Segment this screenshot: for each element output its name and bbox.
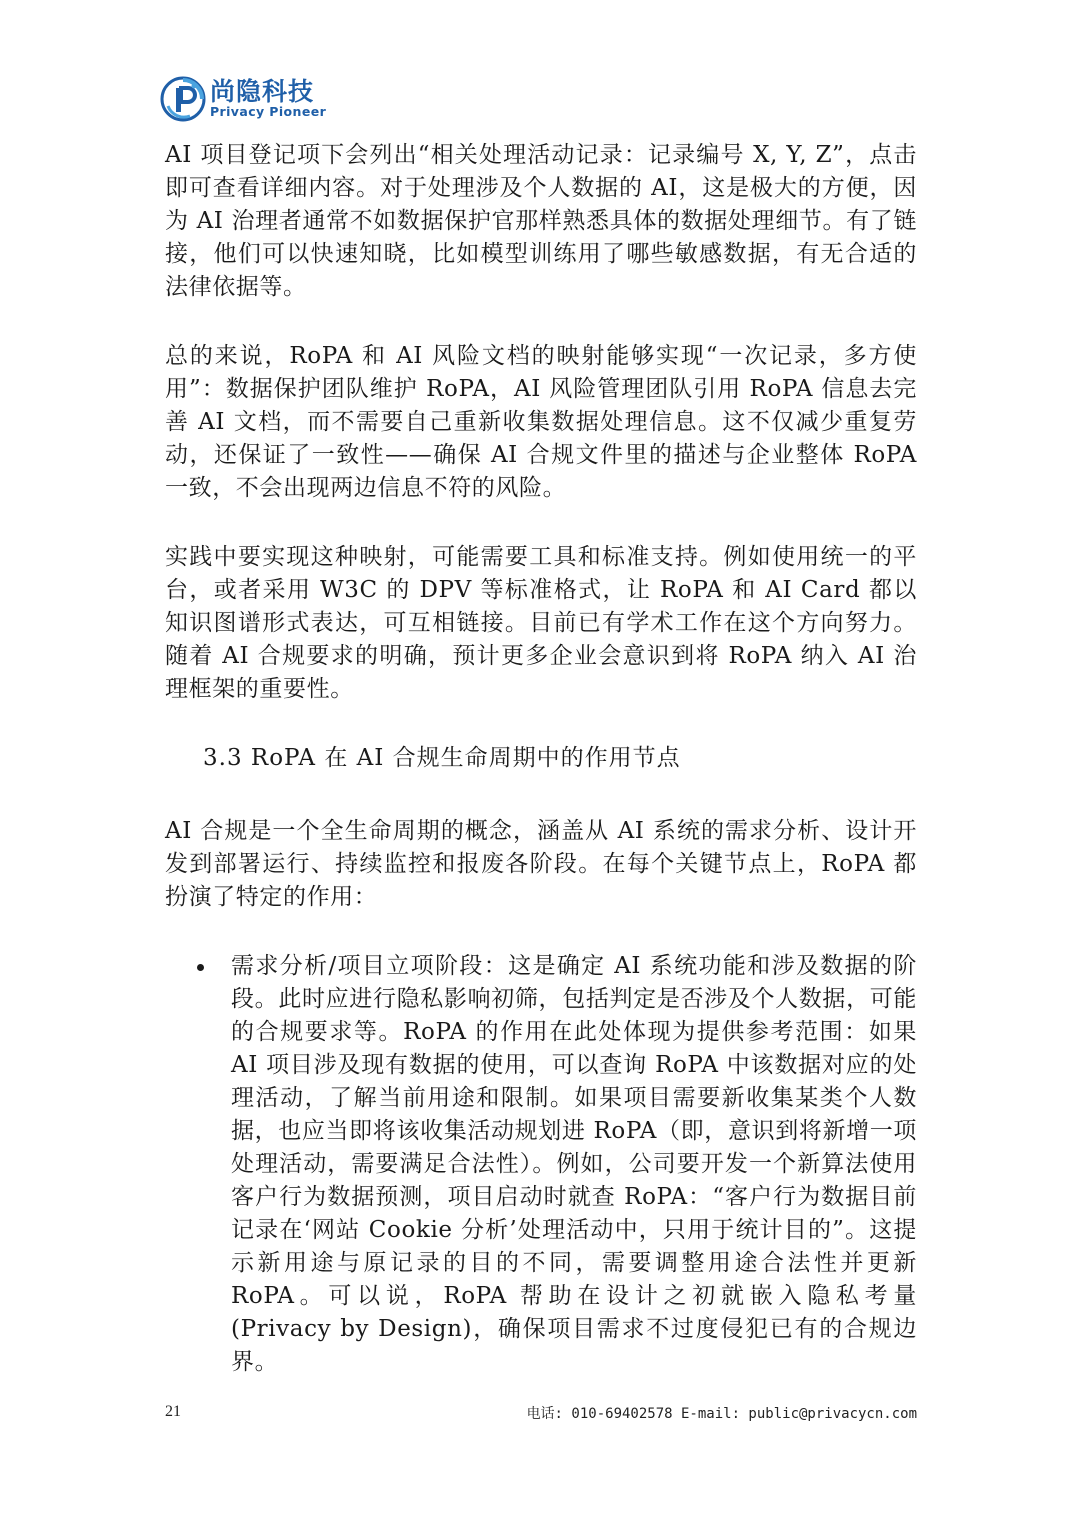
page-header	[160, 74, 326, 124]
list-item	[165, 950, 917, 1379]
page-content	[165, 139, 917, 1379]
bullet-text: 需求分析/项目立项阶段：这是确定 AI 系统功能和涉及数据的阶段。此时应进行隐私影响初筛，包括判定是否涉及个人数据，可能的合规要求等。RoPA 的作用在此处体现为提供参考范围：如果 AI 项目涉及现有数据的使用，可以查询 RoPA 中该数据对应的处理活动，了解当前用途和限制。如果项目需要新收集某类个人数据，也应当即将该收集活动规划进 RoPA（即，意识到将新增一项处理活动，需要满足合法性）。例如，公司要开发一个新算法使用客户行为数据预测，项目启动时就查 RoPA：“客户行为数据目前记录在‘网站 Cookie 分析’处理活动中，只用于统计目的”。这提示新用途与原记录的目的不同，需要调整用途合法性并更新 RoPA。可以说，RoPA 帮助在设计之初就嵌入隐私考量 (Privacy by Design)，确保项目需求不过度侵犯已有的合规边界。	[231, 953, 917, 1375]
page-footer	[165, 1403, 917, 1423]
paragraph-ropa-links: AI 项目登记项下会列出“相关处理活动记录：记录编号 X, Y, Z”，点击即可查看详细内容。对于处理涉及个人数据的 AI，这是极大的方便，因为 AI 治理者通常不如数据保护官那样熟悉具体的数据处理细节。有了链接，他们可以快速知晓，比如模型训练用了哪些敏感数据，有无合适的法律依据等。	[165, 142, 917, 300]
paragraph-lifecycle-intro: AI 合规是一个全生命周期的概念，涵盖从 AI 系统的需求分析、设计开发到部署运行、持续监控和报废各阶段。在每个关键节点上，RoPA 都扮演了特定的作用：	[165, 818, 917, 910]
logo-chinese-name: 尚隐科技	[210, 77, 315, 107]
privacy-pioneer-logo-icon	[160, 76, 206, 122]
contact-info: 电话: 010-69402578 E-mail: public@privacycn.com	[526, 1406, 917, 1422]
logo-text	[210, 79, 326, 119]
paragraph-practice: 实践中要实现这种映射，可能需要工具和标准支持。例如使用统一的平台，或者采用 W3C 的 DPV 等标准格式，让 RoPA 和 AI Card 都以知识图谱形式表达，可互相链接。目前已有学术工作在这个方向努力。随着 AI 合规要求的明确，预计更多企业会意识到将 RoPA 纳入 AI 治理框架的重要性。	[165, 544, 917, 702]
paragraph-mapping-summary: 总的来说，RoPA 和 AI 风险文档的映射能够实现“一次记录，多方使用”：数据保护团队维护 RoPA，AI 风险管理团队引用 RoPA 信息去完善 AI 文档，而不需要自己重新收集数据处理信息。这不仅减少重复劳动，还保证了一致性——确保 AI 合规文件里的描述与企业整体 RoPA 一致，不会出现两边信息不符的风险。	[165, 343, 917, 501]
bullet-icon	[197, 964, 204, 971]
page-number: 21	[165, 1403, 181, 1420]
logo-english-name: Privacy Pioneer	[210, 104, 327, 120]
section-heading: 3.3 RoPA 在 AI 合规生命周期中的作用节点	[203, 745, 681, 771]
